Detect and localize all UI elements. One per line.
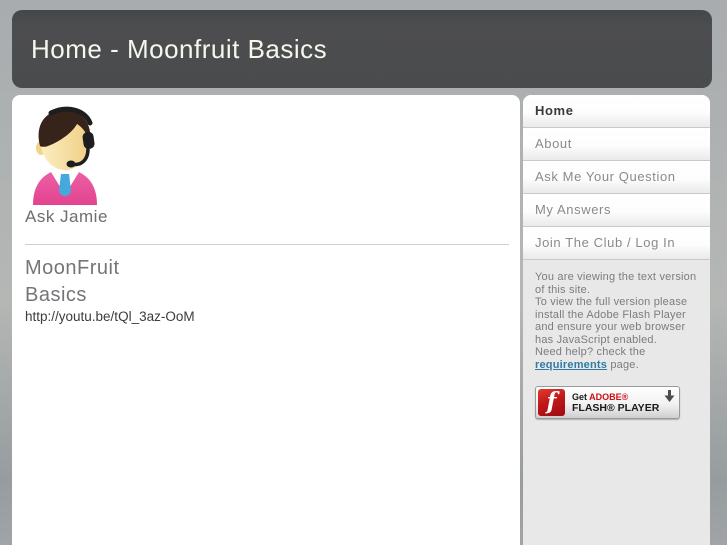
sidebar-item-home[interactable]: Home [523, 95, 710, 128]
sidebar-item-join-the-club-log-in[interactable]: Join The Club / Log In [523, 227, 710, 260]
download-arrow-icon [664, 390, 675, 403]
flash-f-logo-icon: f [538, 389, 565, 416]
text-version-notice [535, 271, 701, 371]
support-agent-avatar-icon [25, 105, 105, 205]
get-flash-player-button[interactable] [535, 386, 680, 419]
sidebar [523, 95, 710, 545]
main-content-panel [12, 95, 520, 545]
site-title [25, 255, 120, 309]
site-title-line1: MoonFruit [25, 257, 120, 279]
profile-name: Ask Jamie [25, 207, 108, 226]
requirements-link[interactable]: requirements [535, 358, 608, 371]
sidebar-item-about[interactable]: About [523, 128, 710, 161]
notice-line2: To view the full version please install the Adobe Flash Player and ensure your web browser has JavaScript enabled. [535, 296, 688, 346]
sidebar-item-my-answers[interactable]: My Answers [523, 194, 710, 227]
flash-badge-text: Get ADOBE® FLASH® PLAYER [572, 391, 660, 414]
page-title: Home - Moonfruit Basics [31, 33, 328, 64]
site-title-line2: Basics [25, 284, 87, 306]
sidebar-item-ask-me-your-question[interactable]: Ask Me Your Question [523, 161, 710, 194]
notice-line3: Need help? check the requirements page. [535, 346, 646, 371]
video-url-text: http://youtu.be/tQl_3az-OoM [25, 309, 195, 324]
notice-line1: You are viewing the text version of this site. [535, 271, 697, 296]
sidebar-nav [523, 95, 710, 260]
content-divider [25, 244, 509, 245]
page-header [12, 10, 712, 88]
